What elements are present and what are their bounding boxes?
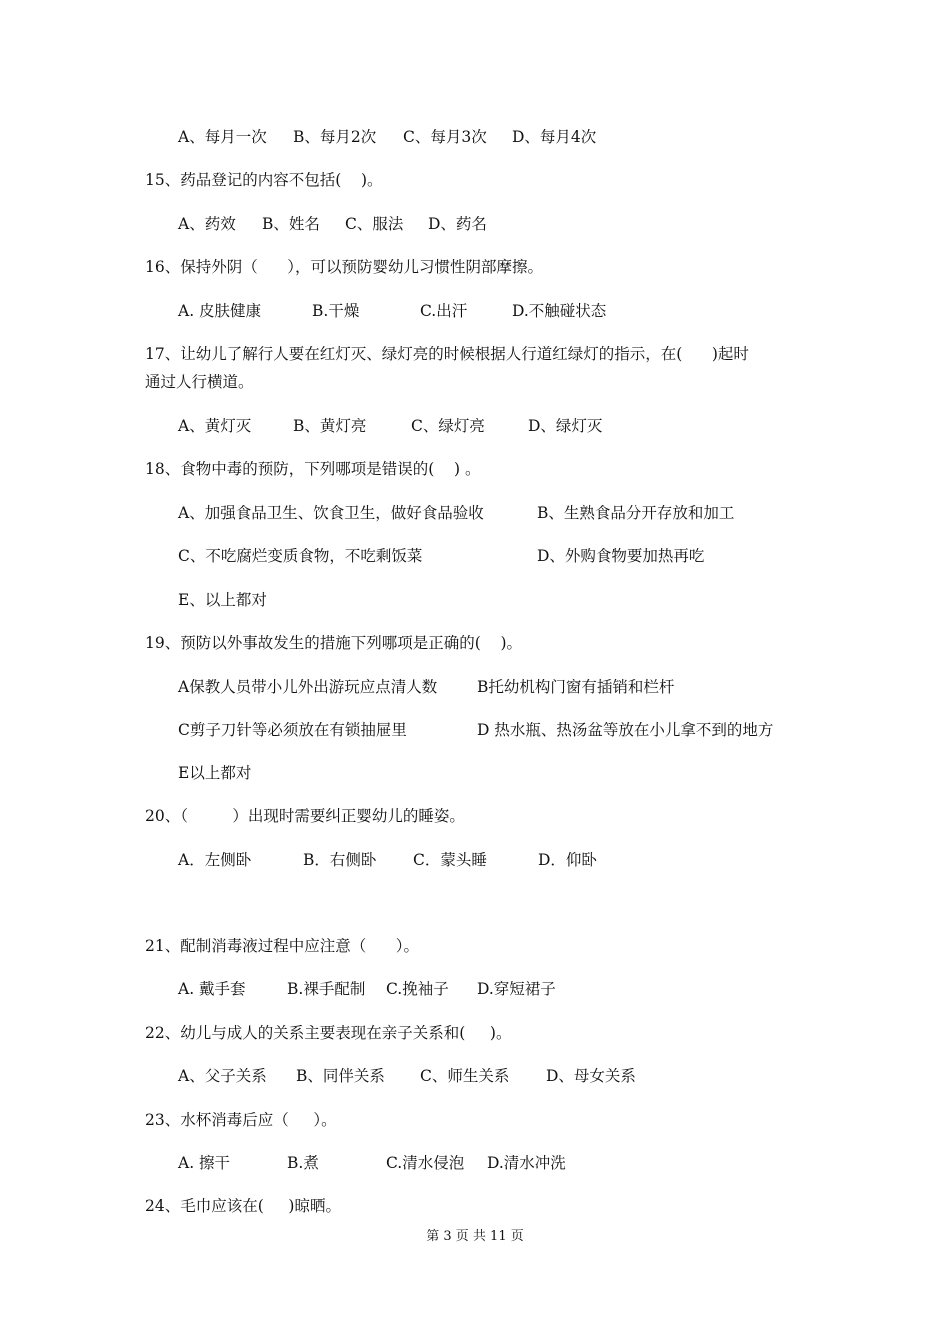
q18-option-c: C、不吃腐烂变质食物，不吃剩饭菜 [178,547,423,565]
q22-option-b: B、同伴关系 [296,1067,385,1085]
page-footer: 第 3 页 共 11 页 [426,1229,524,1244]
q14-option-b: B、每月2次 [293,128,377,146]
q16-stem: 16、保持外阴（ ），可以预防婴幼儿习惯性阴部摩擦。 [145,258,544,276]
q22-stem: 22、幼儿与成人的关系主要表现在亲子关系和( )。 [145,1024,512,1042]
q21-option-c: C.挽袖子 [386,980,449,998]
q19-stem: 19、预防以外事故发生的措施下列哪项是正确的( )。 [145,634,523,652]
q17-option-d: D、绿灯灭 [528,417,603,435]
q23-option-a: A. 擦干 [178,1154,231,1172]
q19-option-e: E以上都对 [178,764,252,782]
q15-option-b: B、姓名 [262,215,320,233]
q15-option-a: A、药效 [178,215,236,233]
q20-option-a: A．左侧卧 [178,851,252,869]
q16-option-c: C.出汗 [420,302,468,320]
q20-option-c: C．蒙头睡 [413,851,487,869]
q22-option-d: D、母女关系 [546,1067,636,1085]
q18-option-a: A、加强食品卫生、饮食卫生，做好食品验收 [178,504,484,522]
q14-option-c: C、每月3次 [403,128,487,146]
q20-option-b: B．右侧卧 [303,851,377,869]
q20-option-d: D．仰卧 [538,851,597,869]
q23-stem: 23、水杯消毒后应（ ）。 [145,1111,337,1129]
q22-option-c: C、师生关系 [420,1067,510,1085]
q19-option-d: D 热水瓶、热汤盆等放在小儿拿不到的地方 [477,721,774,739]
q23-option-d: D.清水冲洗 [487,1154,566,1172]
q17-option-c: C、绿灯亮 [411,417,485,435]
q24-stem: 24、毛巾应该在( )晾晒。 [145,1197,341,1215]
q18-option-b: B、生熟食品分开存放和加工 [537,504,735,522]
q18-option-e: E、以上都对 [178,591,267,609]
q17-option-b: B、黄灯亮 [293,417,367,435]
q21-option-a: A. 戴手套 [178,980,246,998]
q17-stem-line2: 通过人行横道。 [145,373,254,391]
q17-stem-line1: 17、让幼儿了解行人要在红灯灭、绿灯亮的时候根据人行道红绿灯的指示，在( )起时 [145,345,749,363]
q23-option-b: B.煮 [287,1154,319,1172]
q18-option-d: D、外购食物要加热再吃 [537,547,705,565]
q19-option-a: A保教人员带小儿外出游玩应点清人数 [178,678,438,696]
q14-option-a: A、每月一次 [178,128,267,146]
q14-option-d: D、每月4次 [512,128,597,146]
q21-stem: 21、配制消毒液过程中应注意（ ）。 [145,937,420,955]
q16-option-a: A. 皮肤健康 [178,302,262,320]
q15-option-c: C、服法 [345,215,404,233]
q21-option-d: D.穿短裙子 [477,980,556,998]
q20-stem: 20、（ ）出现时需要纠正婴幼儿的睡姿。 [145,807,465,825]
q18-stem: 18、食物中毒的预防，下列哪项是错误的( ) 。 [145,460,481,478]
q16-option-d: D.不触碰状态 [512,302,607,320]
q22-option-a: A、父子关系 [178,1067,267,1085]
q15-option-d: D、药名 [428,215,487,233]
q21-option-b: B.裸手配制 [287,980,366,998]
q19-option-c: C剪子刀针等必须放在有锁抽屉里 [178,721,407,739]
q16-option-b: B.干燥 [312,302,360,320]
q23-option-c: C.清水侵泡 [386,1154,465,1172]
q15-stem: 15、药品登记的内容不包括( )。 [145,171,383,189]
q19-option-b: B托幼机构门窗有插销和栏杆 [477,678,675,696]
q17-option-a: A、黄灯灭 [178,417,252,435]
